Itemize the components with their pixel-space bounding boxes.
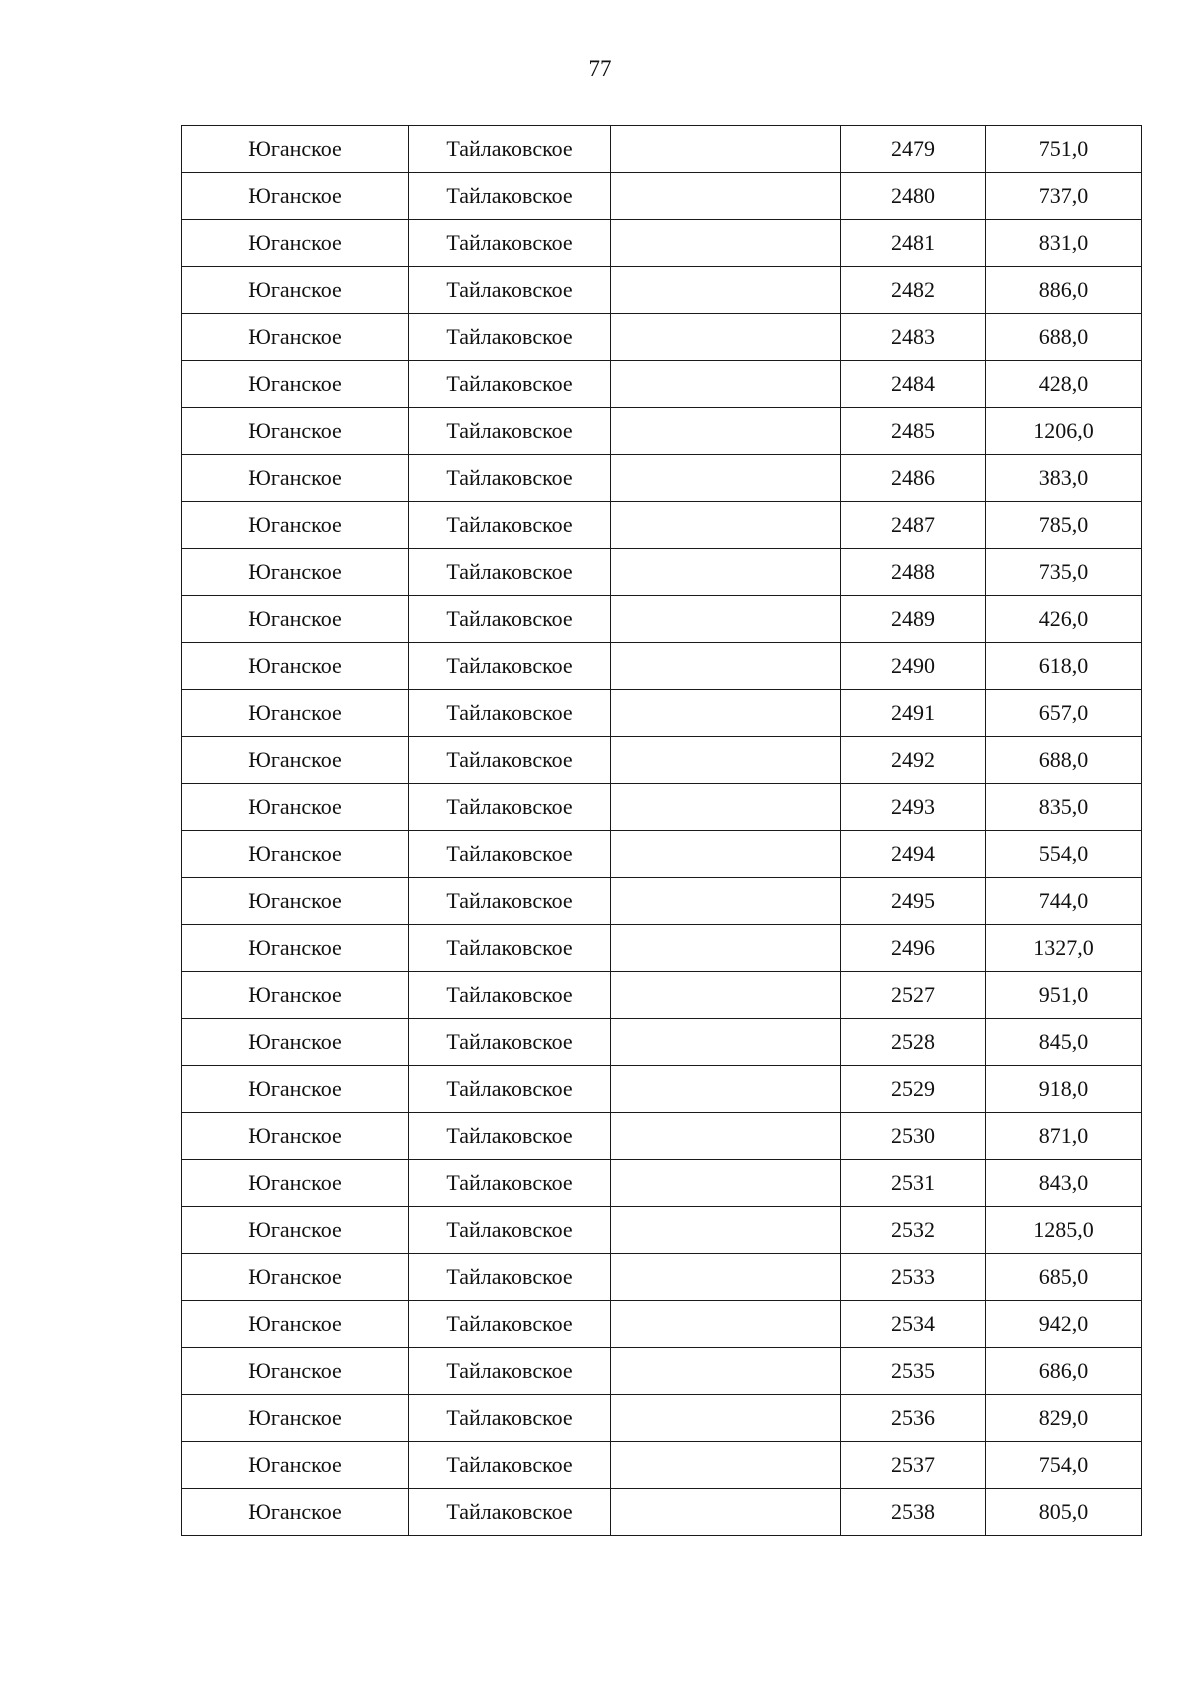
table-row bbox=[182, 972, 1142, 1019]
number-cell: 2488 bbox=[841, 549, 986, 596]
table-row bbox=[182, 1113, 1142, 1160]
value-cell: 871,0 bbox=[986, 1113, 1142, 1160]
area-cell: Тайлаковское bbox=[409, 220, 611, 267]
deposit-cell: Юганское bbox=[182, 643, 409, 690]
area-cell: Тайлаковское bbox=[409, 408, 611, 455]
area-cell: Тайлаковское bbox=[409, 1442, 611, 1489]
note-cell bbox=[611, 1207, 841, 1254]
area-cell: Тайлаковское bbox=[409, 314, 611, 361]
deposit-cell: Юганское bbox=[182, 173, 409, 220]
deposit-cell: Юганское bbox=[182, 1301, 409, 1348]
deposit-cell: Юганское bbox=[182, 1348, 409, 1395]
note-cell bbox=[611, 267, 841, 314]
value-cell: 835,0 bbox=[986, 784, 1142, 831]
number-cell: 2481 bbox=[841, 220, 986, 267]
area-cell: Тайлаковское bbox=[409, 737, 611, 784]
table-row bbox=[182, 925, 1142, 972]
table-row bbox=[182, 737, 1142, 784]
number-cell: 2534 bbox=[841, 1301, 986, 1348]
area-cell: Тайлаковское bbox=[409, 126, 611, 173]
note-cell bbox=[611, 1348, 841, 1395]
area-cell: Тайлаковское bbox=[409, 173, 611, 220]
number-cell: 2535 bbox=[841, 1348, 986, 1395]
table-row bbox=[182, 173, 1142, 220]
deposit-cell: Юганское bbox=[182, 220, 409, 267]
note-cell bbox=[611, 1395, 841, 1442]
number-cell: 2491 bbox=[841, 690, 986, 737]
area-cell: Тайлаковское bbox=[409, 1113, 611, 1160]
area-cell: Тайлаковское bbox=[409, 878, 611, 925]
number-cell: 2530 bbox=[841, 1113, 986, 1160]
value-cell: 735,0 bbox=[986, 549, 1142, 596]
table-row bbox=[182, 455, 1142, 502]
table-row bbox=[182, 1348, 1142, 1395]
value-cell: 1206,0 bbox=[986, 408, 1142, 455]
area-cell: Тайлаковское bbox=[409, 1066, 611, 1113]
table-row bbox=[182, 831, 1142, 878]
deposit-cell: Юганское bbox=[182, 1019, 409, 1066]
number-cell: 2482 bbox=[841, 267, 986, 314]
deposit-cell: Юганское bbox=[182, 737, 409, 784]
value-cell: 618,0 bbox=[986, 643, 1142, 690]
value-cell: 831,0 bbox=[986, 220, 1142, 267]
value-cell: 657,0 bbox=[986, 690, 1142, 737]
table-body bbox=[182, 126, 1142, 1536]
number-cell: 2536 bbox=[841, 1395, 986, 1442]
table-row bbox=[182, 643, 1142, 690]
table-row bbox=[182, 126, 1142, 173]
table-row bbox=[182, 361, 1142, 408]
deposit-cell: Юганское bbox=[182, 361, 409, 408]
area-cell: Тайлаковское bbox=[409, 1395, 611, 1442]
table-row bbox=[182, 878, 1142, 925]
value-cell: 886,0 bbox=[986, 267, 1142, 314]
deposit-cell: Юганское bbox=[182, 126, 409, 173]
table-row bbox=[182, 1489, 1142, 1536]
note-cell bbox=[611, 1160, 841, 1207]
table-row bbox=[182, 1066, 1142, 1113]
number-cell: 2484 bbox=[841, 361, 986, 408]
note-cell bbox=[611, 502, 841, 549]
number-cell: 2528 bbox=[841, 1019, 986, 1066]
number-cell: 2492 bbox=[841, 737, 986, 784]
number-cell: 2533 bbox=[841, 1254, 986, 1301]
table-row bbox=[182, 596, 1142, 643]
table-row bbox=[182, 1395, 1142, 1442]
number-cell: 2538 bbox=[841, 1489, 986, 1536]
deposit-cell: Юганское bbox=[182, 1395, 409, 1442]
note-cell bbox=[611, 1113, 841, 1160]
note-cell bbox=[611, 126, 841, 173]
area-cell: Тайлаковское bbox=[409, 643, 611, 690]
number-cell: 2479 bbox=[841, 126, 986, 173]
area-cell: Тайлаковское bbox=[409, 596, 611, 643]
table-row bbox=[182, 1019, 1142, 1066]
number-cell: 2494 bbox=[841, 831, 986, 878]
note-cell bbox=[611, 643, 841, 690]
note-cell bbox=[611, 737, 841, 784]
number-cell: 2531 bbox=[841, 1160, 986, 1207]
number-cell: 2529 bbox=[841, 1066, 986, 1113]
deposit-cell: Юганское bbox=[182, 878, 409, 925]
value-cell: 686,0 bbox=[986, 1348, 1142, 1395]
number-cell: 2532 bbox=[841, 1207, 986, 1254]
note-cell bbox=[611, 1489, 841, 1536]
value-cell: 744,0 bbox=[986, 878, 1142, 925]
value-cell: 845,0 bbox=[986, 1019, 1142, 1066]
value-cell: 688,0 bbox=[986, 314, 1142, 361]
note-cell bbox=[611, 596, 841, 643]
table-row bbox=[182, 1160, 1142, 1207]
table-row bbox=[182, 314, 1142, 361]
note-cell bbox=[611, 173, 841, 220]
note-cell bbox=[611, 408, 841, 455]
note-cell bbox=[611, 878, 841, 925]
number-cell: 2490 bbox=[841, 643, 986, 690]
number-cell: 2527 bbox=[841, 972, 986, 1019]
note-cell bbox=[611, 361, 841, 408]
area-cell: Тайлаковское bbox=[409, 361, 611, 408]
note-cell bbox=[611, 1301, 841, 1348]
area-cell: Тайлаковское bbox=[409, 1019, 611, 1066]
table-row bbox=[182, 784, 1142, 831]
deposit-cell: Юганское bbox=[182, 784, 409, 831]
deposit-cell: Юганское bbox=[182, 1113, 409, 1160]
value-cell: 554,0 bbox=[986, 831, 1142, 878]
value-cell: 426,0 bbox=[986, 596, 1142, 643]
table-row bbox=[182, 1442, 1142, 1489]
area-cell: Тайлаковское bbox=[409, 1254, 611, 1301]
table-row bbox=[182, 220, 1142, 267]
table-row bbox=[182, 502, 1142, 549]
deposit-cell: Юганское bbox=[182, 408, 409, 455]
table-row bbox=[182, 549, 1142, 596]
value-cell: 918,0 bbox=[986, 1066, 1142, 1113]
area-cell: Тайлаковское bbox=[409, 549, 611, 596]
value-cell: 1327,0 bbox=[986, 925, 1142, 972]
value-cell: 829,0 bbox=[986, 1395, 1142, 1442]
table-row bbox=[182, 1301, 1142, 1348]
number-cell: 2496 bbox=[841, 925, 986, 972]
area-cell: Тайлаковское bbox=[409, 1301, 611, 1348]
deposit-cell: Юганское bbox=[182, 596, 409, 643]
value-cell: 754,0 bbox=[986, 1442, 1142, 1489]
table-row bbox=[182, 1254, 1142, 1301]
value-cell: 428,0 bbox=[986, 361, 1142, 408]
deposit-cell: Юганское bbox=[182, 1207, 409, 1254]
value-cell: 805,0 bbox=[986, 1489, 1142, 1536]
deposit-cell: Юганское bbox=[182, 1489, 409, 1536]
deposit-cell: Юганское bbox=[182, 1066, 409, 1113]
note-cell bbox=[611, 549, 841, 596]
number-cell: 2485 bbox=[841, 408, 986, 455]
value-cell: 383,0 bbox=[986, 455, 1142, 502]
area-cell: Тайлаковское bbox=[409, 455, 611, 502]
deposit-cell: Юганское bbox=[182, 455, 409, 502]
value-cell: 688,0 bbox=[986, 737, 1142, 784]
area-cell: Тайлаковское bbox=[409, 1489, 611, 1536]
deposit-cell: Юганское bbox=[182, 1160, 409, 1207]
area-cell: Тайлаковское bbox=[409, 1348, 611, 1395]
value-cell: 685,0 bbox=[986, 1254, 1142, 1301]
note-cell bbox=[611, 1254, 841, 1301]
number-cell: 2489 bbox=[841, 596, 986, 643]
deposit-cell: Юганское bbox=[182, 1442, 409, 1489]
value-cell: 751,0 bbox=[986, 126, 1142, 173]
note-cell bbox=[611, 925, 841, 972]
area-cell: Тайлаковское bbox=[409, 1160, 611, 1207]
number-cell: 2493 bbox=[841, 784, 986, 831]
value-cell: 951,0 bbox=[986, 972, 1142, 1019]
number-cell: 2487 bbox=[841, 502, 986, 549]
table-row bbox=[182, 267, 1142, 314]
area-cell: Тайлаковское bbox=[409, 831, 611, 878]
number-cell: 2537 bbox=[841, 1442, 986, 1489]
value-cell: 942,0 bbox=[986, 1301, 1142, 1348]
note-cell bbox=[611, 831, 841, 878]
area-cell: Тайлаковское bbox=[409, 784, 611, 831]
note-cell bbox=[611, 1066, 841, 1113]
area-cell: Тайлаковское bbox=[409, 690, 611, 737]
note-cell bbox=[611, 1019, 841, 1066]
deposit-cell: Юганское bbox=[182, 549, 409, 596]
note-cell bbox=[611, 784, 841, 831]
deposit-cell: Юганское bbox=[182, 972, 409, 1019]
deposit-cell: Юганское bbox=[182, 502, 409, 549]
area-cell: Тайлаковское bbox=[409, 925, 611, 972]
area-cell: Тайлаковское bbox=[409, 502, 611, 549]
note-cell bbox=[611, 972, 841, 1019]
data-table bbox=[181, 125, 1142, 1536]
note-cell bbox=[611, 314, 841, 361]
note-cell bbox=[611, 220, 841, 267]
note-cell bbox=[611, 1442, 841, 1489]
table-row bbox=[182, 408, 1142, 455]
table-row bbox=[182, 1207, 1142, 1254]
note-cell bbox=[611, 690, 841, 737]
deposit-cell: Юганское bbox=[182, 831, 409, 878]
number-cell: 2495 bbox=[841, 878, 986, 925]
value-cell: 737,0 bbox=[986, 173, 1142, 220]
value-cell: 1285,0 bbox=[986, 1207, 1142, 1254]
deposit-cell: Юганское bbox=[182, 1254, 409, 1301]
area-cell: Тайлаковское bbox=[409, 972, 611, 1019]
area-cell: Тайлаковское bbox=[409, 267, 611, 314]
value-cell: 843,0 bbox=[986, 1160, 1142, 1207]
deposit-cell: Юганское bbox=[182, 314, 409, 361]
deposit-cell: Юганское bbox=[182, 925, 409, 972]
table-row bbox=[182, 690, 1142, 737]
value-cell: 785,0 bbox=[986, 502, 1142, 549]
page-number: 77 bbox=[588, 56, 612, 81]
number-cell: 2486 bbox=[841, 455, 986, 502]
number-cell: 2480 bbox=[841, 173, 986, 220]
number-cell: 2483 bbox=[841, 314, 986, 361]
deposit-cell: Юганское bbox=[182, 690, 409, 737]
area-cell: Тайлаковское bbox=[409, 1207, 611, 1254]
deposit-cell: Юганское bbox=[182, 267, 409, 314]
note-cell bbox=[611, 455, 841, 502]
